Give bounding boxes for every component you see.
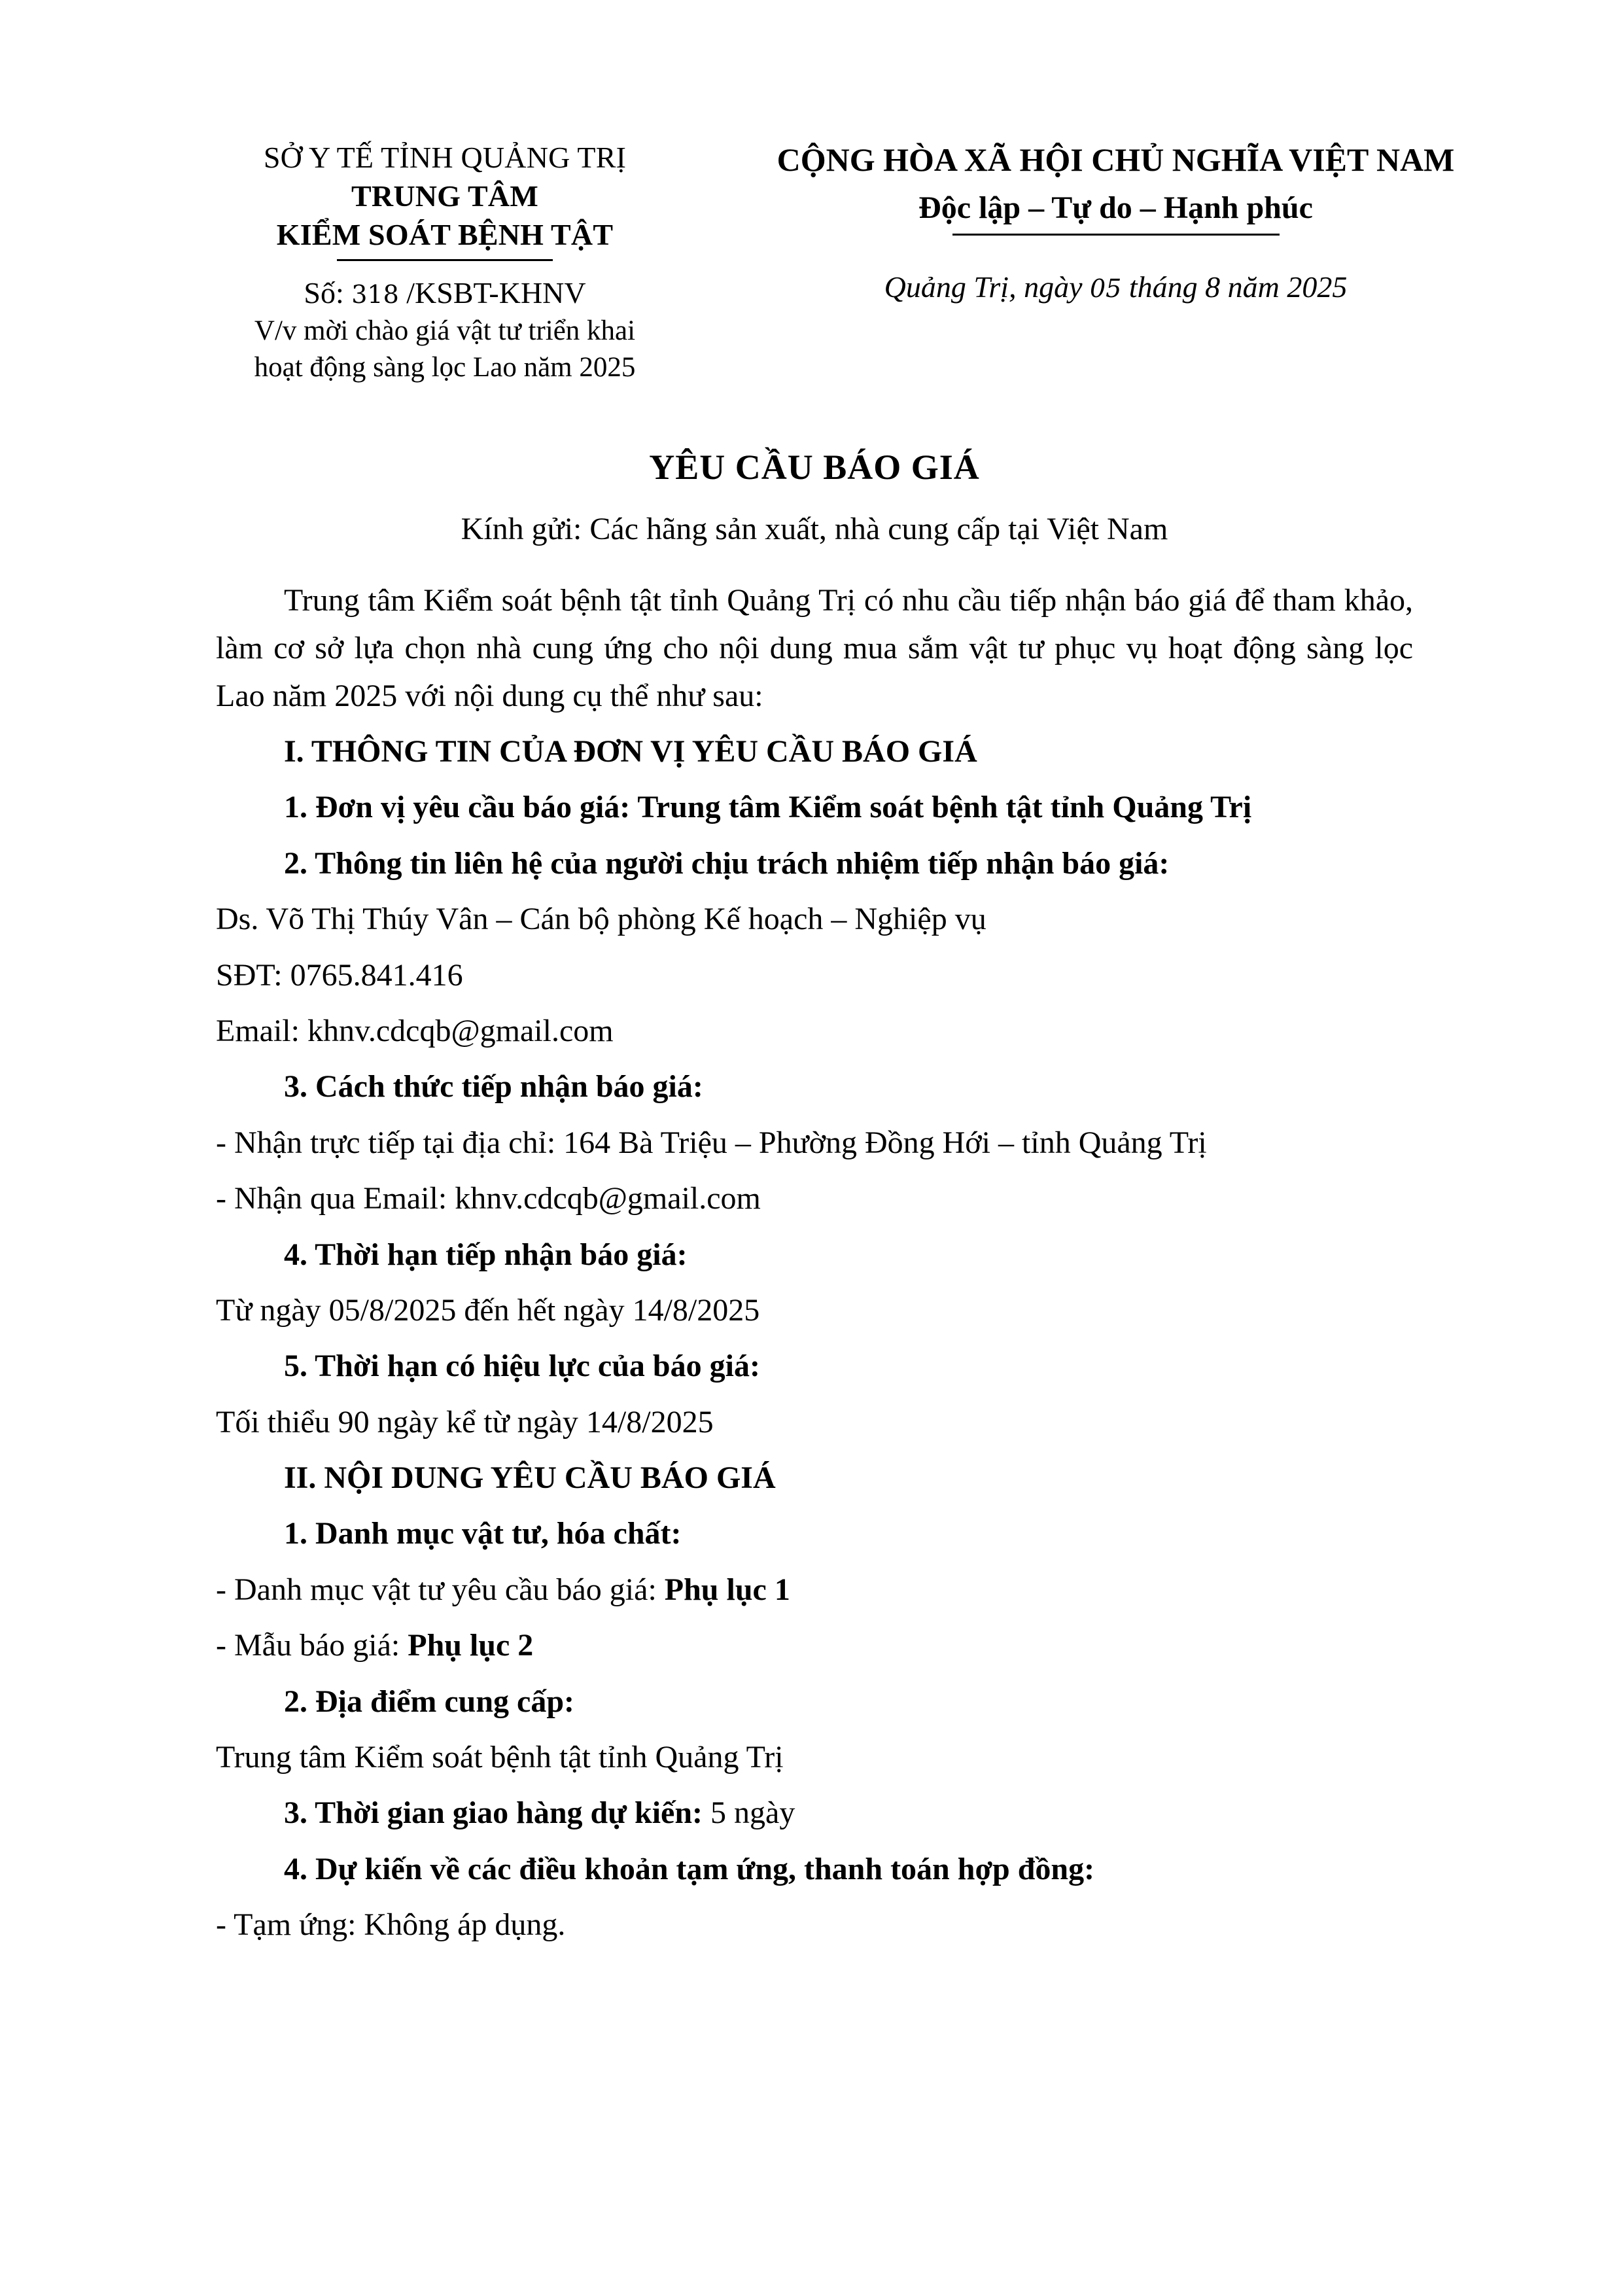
document-number-suffix: /KSBT-KHNV (406, 275, 586, 309)
organization-name-underline (337, 259, 553, 261)
delivery-time-value: 5 ngày (703, 1795, 795, 1831)
country-name: CỘNG HÒA XÃ HỘI CHỦ NGHĨA VIỆT NAM (777, 141, 1455, 178)
appendix-2-prefix: - Mẫu báo giá: (216, 1628, 408, 1663)
document-body (216, 447, 1413, 1949)
advance-payment-line: - Tạm ứng: Không áp dụng. (216, 1907, 566, 1943)
appendix-1-line (216, 1566, 1413, 1614)
section-1-item-3-heading: 3. Cách thức tiếp nhận báo giá: (284, 1069, 703, 1104)
submission-method-in-person: - Nhận trực tiếp tại địa chỉ: 164 Bà Triệu – Phường Đồng Hới – tỉnh Quảng Trị (216, 1125, 1207, 1160)
appendix-1-prefix: - Danh mục vật tư yêu cầu báo giá: (216, 1572, 665, 1607)
delivery-location-value: Trung tâm Kiểm soát bệnh tật tỉnh Quảng Trị (216, 1740, 784, 1775)
organization-name-line-2: KIỂM SOÁT BỆNH TẬT (276, 217, 614, 251)
section-1-item-5-heading: 5. Thời hạn có hiệu lực của báo giá: (284, 1349, 760, 1384)
section-1-item-1: 1. Đơn vị yêu cầu báo giá: Trung tâm Kiểm soát bệnh tật tỉnh Quảng Trị (284, 790, 1252, 825)
header-issuing-org-block (196, 139, 693, 387)
header-national-block (693, 139, 1623, 304)
section-2-item-2-heading: 2. Địa điểm cung cấp: (284, 1684, 574, 1719)
appendix-1-label: Phụ lục 1 (664, 1572, 790, 1607)
section-2-item-4-heading: 4. Dự kiến về các điều khoản tạm ứng, thanh toán hợp đồng: (284, 1851, 1095, 1886)
intro-paragraph: Trung tâm Kiểm soát bệnh tật tỉnh Quảng Trị có nhu cầu tiếp nhận báo giá để tham khảo, làm cơ sở lựa chọn nhà cung ứng cho nội dung mua sắm vật tư phục vụ hoạt động sàng lọc Lao năm 2025 với nội dung cụ thể như sau: (216, 583, 1413, 714)
addressee-line: Kính gửi: Các hãng sản xuất, nhà cung cấp tại Việt Nam (461, 512, 1168, 547)
section-2-item-1-heading: 1. Danh mục vật tư, hóa chất: (284, 1516, 682, 1551)
delivery-time-heading: 3. Thời gian giao hàng dự kiến: (284, 1795, 703, 1831)
appendix-2-label: Phụ lục 2 (408, 1628, 534, 1663)
subject-line-2: hoạt động sàng lọc Lao năm 2025 (254, 352, 636, 383)
date-month-year: tháng 8 năm 2025 (1128, 270, 1348, 304)
submission-method-email: - Nhận qua Email: khnv.cdcqb@gmail.com (216, 1181, 761, 1216)
national-motto: Độc lập – Tự do – Hạnh phúc (918, 190, 1313, 225)
document-number-label: Số: (304, 275, 344, 309)
place-and-date-line (693, 270, 1538, 304)
document-number-line (196, 275, 693, 310)
document-header (0, 0, 1623, 387)
place-and-date-prefix: Quảng Trị, ngày (884, 270, 1083, 304)
subject-block (196, 313, 693, 387)
section-1-heading: I. THÔNG TIN CỦA ĐƠN VỊ YÊU CẦU BÁO GIÁ (284, 733, 977, 769)
appendix-2-line (216, 1621, 1413, 1670)
section-2-item-3-line (216, 1789, 1413, 1837)
date-day-value: 05 (1090, 274, 1122, 304)
contact-email: Email: khnv.cdcqb@gmail.com (216, 1013, 614, 1048)
quote-validity-value: Tối thiểu 90 ngày kể từ ngày 14/8/2025 (216, 1404, 714, 1439)
parent-organization-name: SỞ Y TẾ TỈNH QUẢNG TRỊ (263, 141, 627, 174)
contact-person-name: Ds. Võ Thị Thúy Vân – Cán bộ phòng Kế hoạch – Nghiệp vụ (216, 902, 986, 937)
section-1-item-2-heading: 2. Thông tin liên hệ của người chịu trách nhiệm tiếp nhận báo giá: (284, 845, 1170, 881)
organization-name-line-1: TRUNG TÂM (351, 179, 538, 213)
contact-phone: SĐT: 0765.841.416 (216, 957, 463, 993)
section-2-heading: II. NỘI DUNG YÊU CẦU BÁO GIÁ (284, 1460, 776, 1496)
section-1-item-4-heading: 4. Thời hạn tiếp nhận báo giá: (284, 1237, 688, 1272)
subject-line-1: V/v mời chào giá vật tư triển khai (254, 315, 636, 346)
document-title: YÊU CẦU BÁO GIÁ (649, 448, 980, 487)
document-number-value: 318 (351, 279, 399, 309)
national-motto-underline (952, 234, 1280, 236)
submission-deadline-value: Từ ngày 05/8/2025 đến hết ngày 14/8/2025 (216, 1292, 760, 1328)
